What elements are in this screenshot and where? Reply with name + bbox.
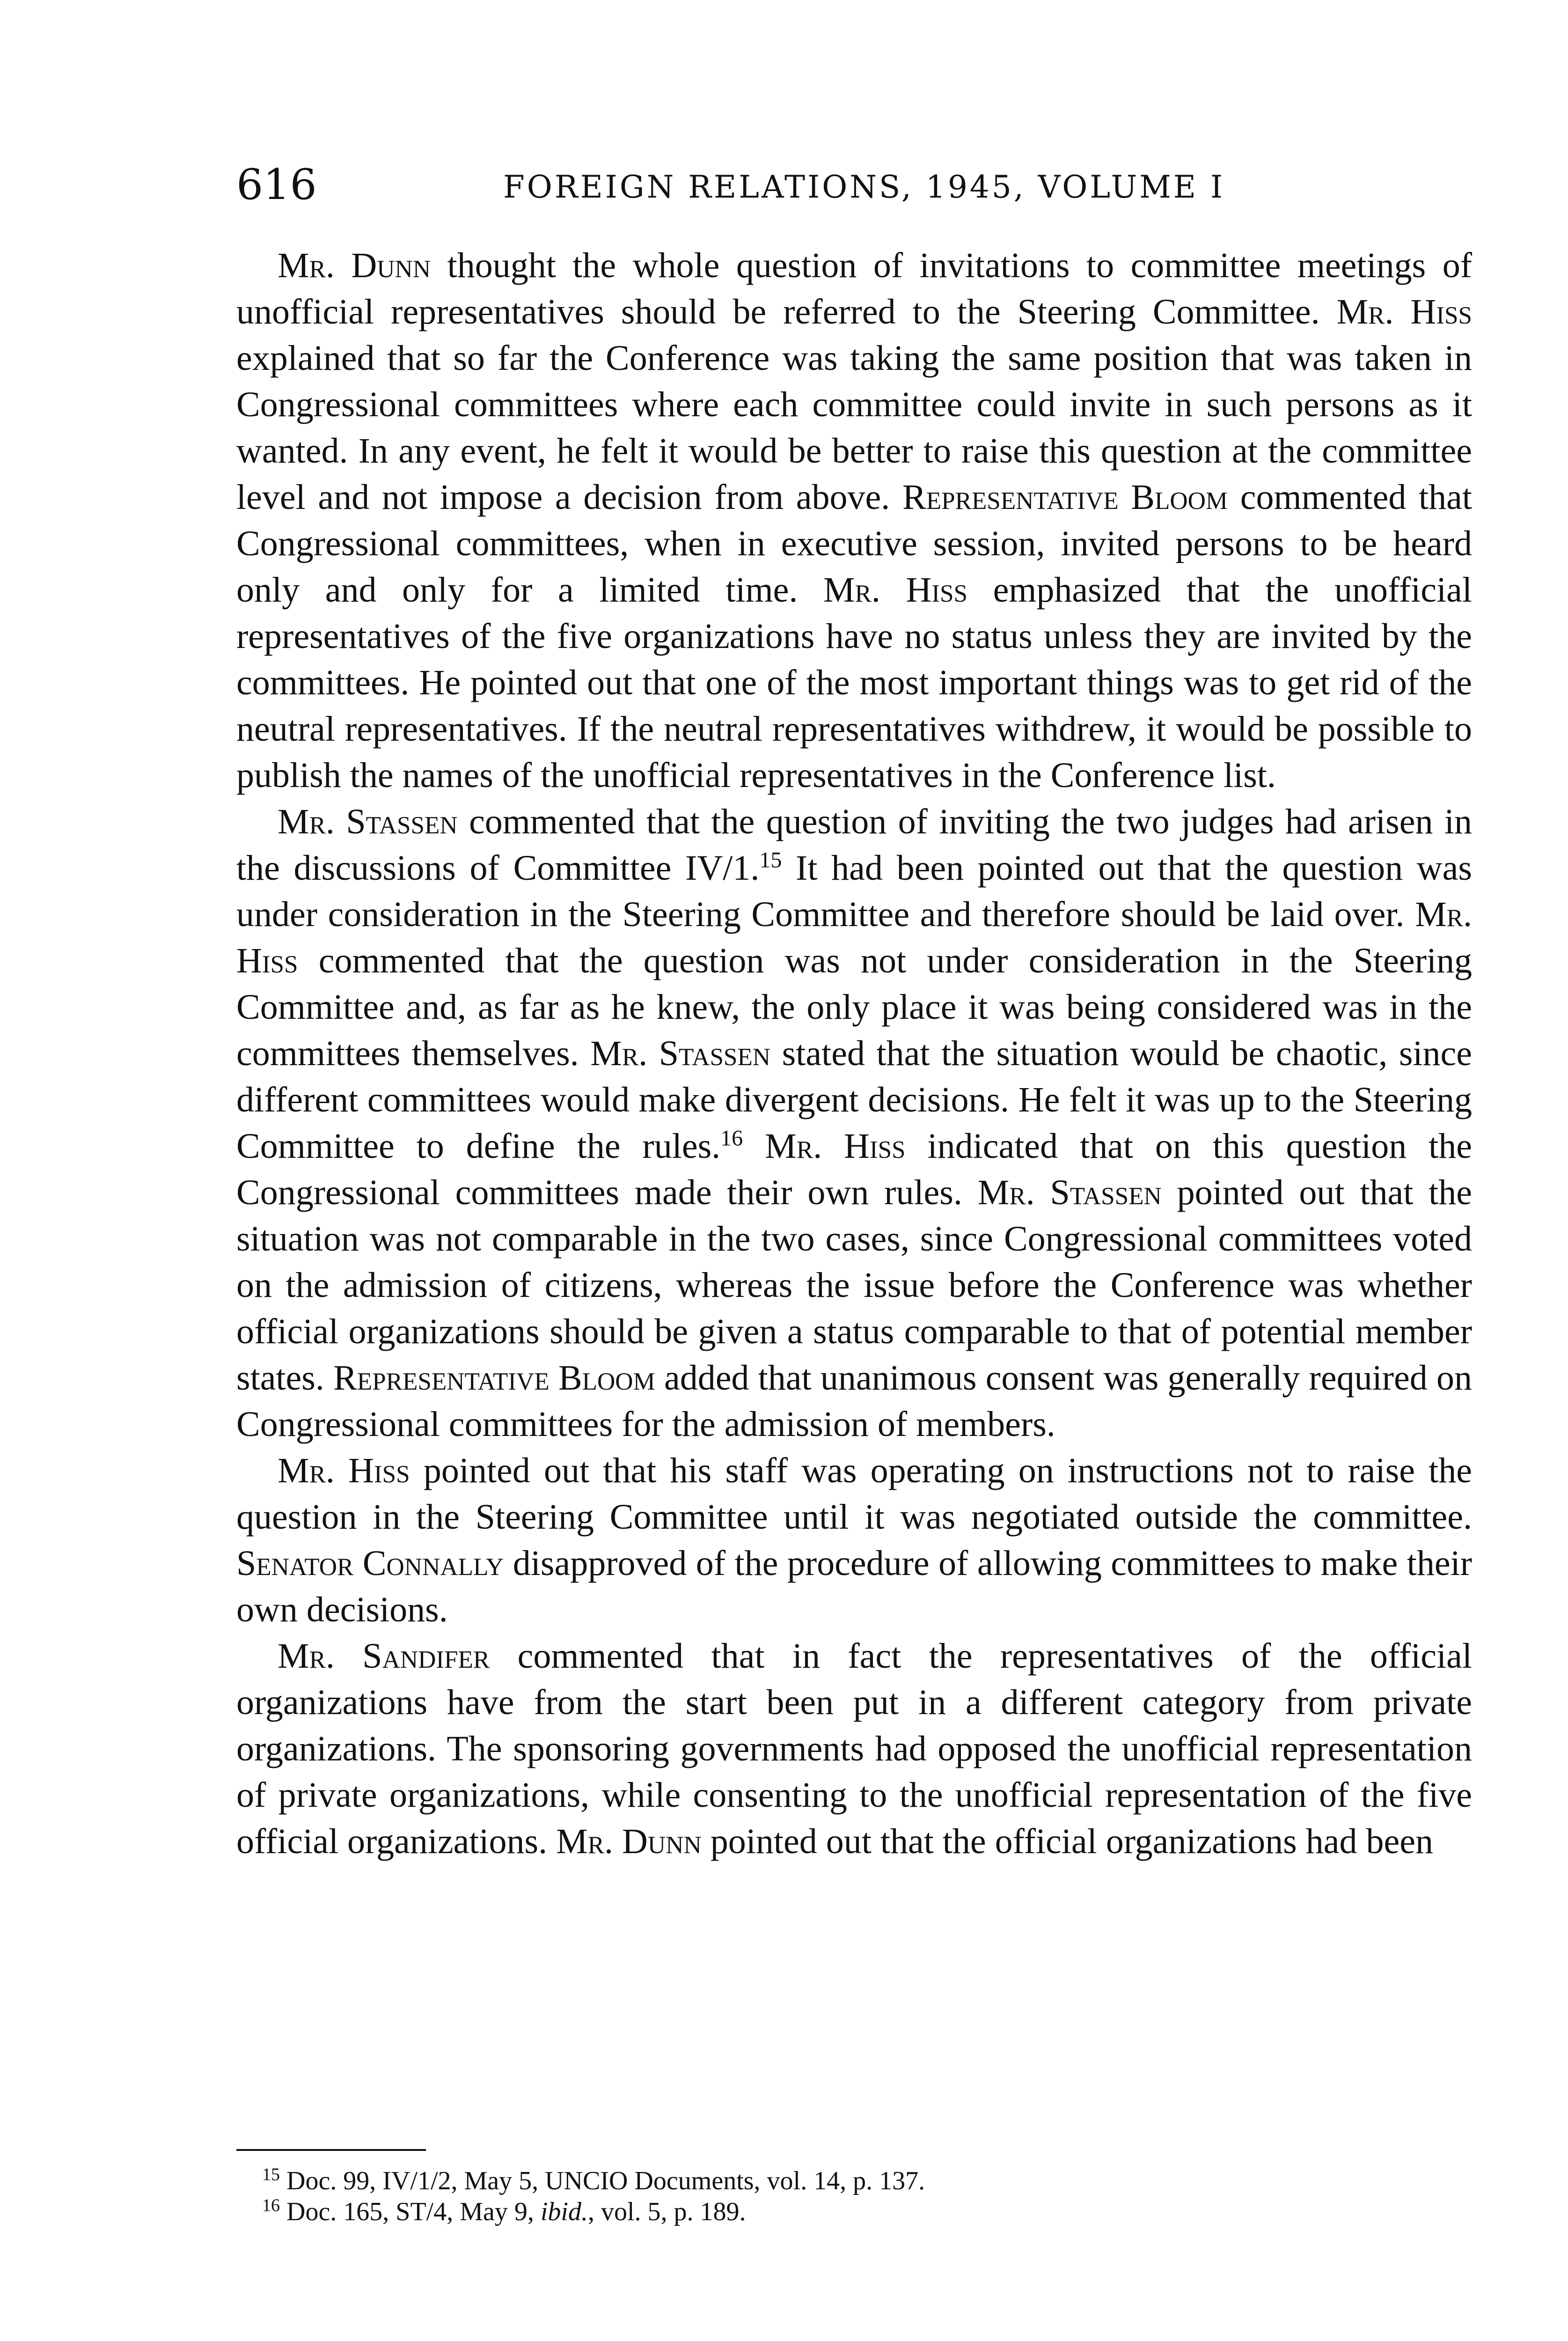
speaker-name: Mr. Hiss bbox=[823, 570, 967, 610]
body-text bbox=[236, 243, 1472, 1865]
speaker-name: Representative Bloom bbox=[902, 478, 1228, 517]
speaker-name: Senator Connally bbox=[236, 1544, 504, 1583]
text-run: commented that in fact the representatives of the official organizations have from the start been put in a different category from private organizations. The sponsoring governments had opposed the unofficial representation of private organizations, while consenting to the unofficial representation of the five official organizations. bbox=[236, 1636, 1472, 1861]
footnote-text: Doc. 165, ST/4, May 9, bbox=[286, 2197, 541, 2226]
text-run: pointed out that the official organizations had been bbox=[701, 1822, 1433, 1861]
text-run bbox=[743, 1126, 765, 1166]
text-run: commented that Congressional committees, when in executive session, invited persons to be heard only and only for a limited time. bbox=[236, 478, 1472, 610]
speaker-name: Mr. Dunn bbox=[556, 1822, 702, 1861]
speaker-name: Mr. Stassen bbox=[977, 1173, 1162, 1212]
text-run: disapproved of the procedure of allowing committees to make their own decisions. bbox=[236, 1544, 1472, 1629]
speaker-name: Mr. Stassen bbox=[278, 802, 458, 841]
speaker-name: Mr. Hiss bbox=[1336, 292, 1472, 331]
text-run: commented that the question of inviting the two judges had arisen in the discussions of Committee IV/1. bbox=[236, 802, 1473, 888]
paragraph bbox=[236, 1448, 1472, 1633]
footnote-mark: 16 bbox=[262, 2195, 280, 2216]
text-run: indicated that on this question the Congressional committees made their own rules. bbox=[236, 1126, 1473, 1212]
running-title: FOREIGN RELATIONS, 1945, VOLUME I bbox=[503, 169, 1225, 205]
page-number: 616 bbox=[236, 160, 317, 209]
text-run: added that unanimous consent was generally required on Congressional committees for the admission of members. bbox=[236, 1358, 1472, 1444]
paragraph bbox=[236, 1633, 1472, 1865]
footnotes bbox=[262, 2165, 1432, 2227]
footnote-ref: 15 bbox=[759, 847, 782, 873]
text-run: stated that the situation would be chaotic, since different committees would make divergent decisions. He felt it was up to the Steering Committee to define the rules. bbox=[236, 1034, 1473, 1166]
speaker-name: Mr. Sandifer bbox=[278, 1636, 490, 1676]
footnote-divider bbox=[236, 2149, 426, 2151]
paragraph bbox=[236, 799, 1472, 1448]
text-run: emphasized that the unofficial representatives of the five organizations have no status unless they are invited by the committees. He pointed out that one of the most important things was to get rid of the neutral representatives. If the neutral representatives withdrew, it would be possible to publish the names of the unofficial representatives in the Conference list. bbox=[236, 570, 1472, 795]
speaker-name: Mr. Hiss bbox=[236, 895, 1472, 980]
footnote-ref: 16 bbox=[720, 1126, 743, 1151]
speaker-name: Mr. Dunn bbox=[278, 246, 431, 285]
text-run: pointed out that his staff was operating on instructions not to raise the question in the Steering Committee until it was negotiated outside the committee. bbox=[236, 1451, 1473, 1537]
footnote-text-end: , vol. 5, p. 189. bbox=[587, 2197, 746, 2226]
paragraph bbox=[236, 243, 1472, 799]
text-run: explained that so far the Conference was taking the same position that was taken in Congressional committees where each committee could invite in such persons as it wanted. In any event, he felt it would be better to raise this question at the committee level and not impose a decision from above. bbox=[236, 339, 1472, 517]
speaker-name: Representative Bloom bbox=[333, 1358, 655, 1398]
footnote-15 bbox=[262, 2165, 1432, 2196]
text-run: It had been pointed out that the question was under consideration in the Steering Committee and therefore should be laid over. bbox=[236, 848, 1472, 934]
footnote-italic: ibid. bbox=[540, 2197, 588, 2226]
text-run: thought the whole question of invitations to committee meetings of unofficial representatives should be referred to the Steering Committee. bbox=[236, 246, 1472, 331]
speaker-name: Mr. Stassen bbox=[590, 1034, 771, 1073]
footnote-16 bbox=[262, 2196, 1432, 2227]
text-run: commented that the question was not under consideration in the Steering Committee and, as far as he knew, the only place it was being considered was in the committees themselves. bbox=[236, 941, 1472, 1073]
footnote-text: Doc. 99, IV/1/2, May 5, UNCIO Documents, vol. 14, p. 137. bbox=[286, 2166, 925, 2195]
footnote-mark: 15 bbox=[262, 2164, 280, 2185]
speaker-name: Mr. Hiss bbox=[765, 1126, 906, 1166]
speaker-name: Mr. Hiss bbox=[278, 1451, 410, 1490]
text-run: pointed out that the situation was not comparable in the two cases, since Congressional committees voted on the admission of citizens, whereas the issue before the Conference was whether official organizations should be given a status comparable to that of potential member states. bbox=[236, 1173, 1472, 1398]
